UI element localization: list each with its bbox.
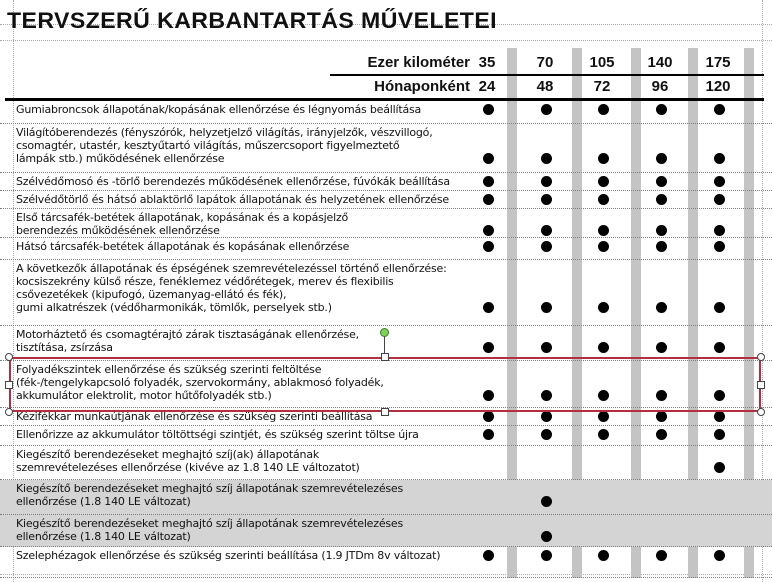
schedule-dot	[541, 550, 552, 561]
schedule-dot	[598, 342, 609, 353]
schedule-dot	[598, 429, 609, 440]
km-value: 35	[478, 54, 496, 71]
schedule-dot	[714, 225, 725, 236]
resize-handle-e[interactable]	[757, 381, 765, 389]
km-label: Ezer kilométer	[367, 54, 470, 71]
schedule-dot	[541, 225, 552, 236]
schedule-dot	[656, 411, 667, 422]
row-description-line: Kiegészítő berendezéseket meghajtó szíj állapotának szemrevételezéses	[16, 482, 404, 495]
schedule-dot	[598, 176, 609, 187]
table-row	[0, 260, 772, 326]
resize-handle-nw[interactable]	[5, 353, 13, 361]
table-row	[0, 173, 772, 191]
row-description-line: Kézifékkar munkaútjának ellenőrzése és szükség szerinti beállítása	[16, 410, 373, 423]
header-rule	[330, 74, 764, 76]
schedule-dot	[656, 241, 667, 252]
schedule-dot	[714, 429, 725, 440]
row-description-line: csomagtér, utastér, kesztyűtartó világítás, műszercsoport figyelmeztető	[16, 139, 400, 152]
schedule-dot	[541, 194, 552, 205]
schedule-dot	[656, 104, 667, 115]
schedule-dot	[541, 342, 552, 353]
row-description	[16, 240, 466, 253]
schedule-dot	[541, 176, 552, 187]
row-description	[16, 103, 466, 116]
row-description-line: Hátsó tárcsafék-betétek állapotának és kopásának ellenőrzése	[16, 240, 350, 253]
schedule-dot	[483, 241, 494, 252]
schedule-dot	[598, 153, 609, 164]
schedule-dot	[598, 550, 609, 561]
schedule-dot	[714, 176, 725, 187]
month-value: 120	[705, 78, 731, 95]
schedule-dot	[656, 225, 667, 236]
row-description-line: Kiegészítő berendezéseket meghajtó szíj(ak) állapotának	[16, 448, 320, 461]
row-description-line: csővezetékek (kipufogó, üzemanyag-ellátó és fék),	[16, 288, 287, 301]
row-description	[16, 175, 466, 188]
schedule-dot	[483, 176, 494, 187]
km-value: 70	[536, 54, 554, 71]
schedule-dot	[541, 429, 552, 440]
schedule-dot	[656, 429, 667, 440]
guide-line	[0, 40, 772, 41]
table-row	[0, 515, 772, 547]
schedule-dot	[714, 302, 725, 313]
row-description	[16, 193, 466, 206]
schedule-dot	[541, 153, 552, 164]
row-description	[16, 428, 466, 441]
month-value: 96	[651, 78, 669, 95]
month-value: 24	[478, 78, 496, 95]
table-row	[0, 480, 772, 515]
table-row	[0, 209, 772, 238]
row-description-line: ellenőrzése (1.8 140 LE változat)	[16, 530, 191, 543]
row-description-line: Szélvédőtörlő és hátsó ablaktörlő lapátok állapotának és helyzetének ellenőrzése	[16, 193, 449, 206]
row-description-line: akkumulátor elektrolit, motor hűtőfolyadék stb.)	[16, 389, 272, 402]
row-description	[16, 549, 466, 562]
month-label: Hónaponként	[374, 78, 470, 95]
row-description-line: Ellenőrizze az akkumulátor töltöttségi szintjét, és szükség szerint töltse újra	[16, 428, 419, 441]
resize-handle-n[interactable]	[381, 353, 389, 361]
resize-handle-w[interactable]	[5, 381, 13, 389]
schedule-dot	[598, 104, 609, 115]
schedule-dot	[483, 550, 494, 561]
schedule-dot	[714, 411, 725, 422]
table-row	[0, 446, 772, 480]
row-description-line: szemrevételezéses ellenőrzése (kivéve az 1.8 140 LE változatot)	[16, 461, 360, 474]
selection-box[interactable]	[9, 357, 761, 412]
row-description-line: Kiegészítő berendezéseket meghajtó szíj állapotának szemrevételezéses	[16, 517, 404, 530]
row-description-line: Gumiabroncsok állapotának/kopásának ellenőrzése és légnyomás beállítása	[16, 103, 422, 116]
table-row	[0, 238, 772, 260]
schedule-dot	[483, 153, 494, 164]
resize-handle-ne[interactable]	[757, 353, 765, 361]
row-description	[16, 211, 466, 237]
schedule-dot	[598, 225, 609, 236]
table-row	[0, 547, 772, 578]
schedule-dot	[541, 496, 552, 507]
row-description-line: Világítóberendezés (fényszórók, helyzetjelző világítás, irányjelzők, vészvillogó,	[16, 126, 433, 139]
row-description	[16, 517, 466, 543]
resize-handle-s[interactable]	[381, 408, 389, 416]
schedule-dot	[483, 104, 494, 115]
row-description	[16, 126, 466, 165]
table-row	[0, 426, 772, 446]
schedule-dot	[541, 104, 552, 115]
row-description-line: (fék-/tengelykapcsoló folyadék, szervokormány, ablakmosó folyadék,	[16, 376, 384, 389]
schedule-dot	[656, 176, 667, 187]
schedule-dot	[714, 241, 725, 252]
schedule-dot	[714, 342, 725, 353]
row-description-line: Motorháztető és csomagtérajtó zárak tisztaságának ellenőrzése,	[16, 328, 359, 341]
km-value: 105	[589, 54, 615, 71]
schedule-dot	[656, 302, 667, 313]
schedule-dot	[656, 550, 667, 561]
schedule-dot	[541, 302, 552, 313]
schedule-dot	[598, 302, 609, 313]
resize-handle-se[interactable]	[757, 408, 765, 416]
row-description	[16, 262, 466, 314]
km-value: 175	[705, 54, 731, 71]
rotate-handle[interactable]	[380, 328, 389, 337]
row-description-line: berendezés működésének ellenőrzése	[16, 224, 220, 237]
schedule-dot	[656, 194, 667, 205]
schedule-dot	[541, 531, 552, 542]
schedule-dot	[483, 302, 494, 313]
schedule-dot	[656, 153, 667, 164]
schedule-dot	[598, 411, 609, 422]
page-title: TERVSZERŰ KARBANTARTÁS MŰVELETEI	[7, 8, 498, 33]
row-description-line: gumi alkatrészek (védőharmonikák, tömlők, perselyek stb.)	[16, 301, 332, 314]
row-description-line: A következők állapotának és épségének szemrevételezéssel történő ellenőrzése:	[16, 262, 447, 275]
schedule-dot	[714, 550, 725, 561]
schedule-dot	[598, 194, 609, 205]
table-row	[0, 191, 772, 209]
row-description-line: tisztítása, zsírzása	[16, 341, 113, 354]
km-value: 140	[647, 54, 673, 71]
month-value: 48	[536, 78, 554, 95]
schedule-dot	[541, 411, 552, 422]
schedule-dot	[541, 241, 552, 252]
table-row	[0, 124, 772, 173]
month-value: 72	[593, 78, 611, 95]
row-description	[16, 448, 466, 474]
row-description-line: Első tárcsafék-betétek állapotának, kopásának és a kopásjelző	[16, 211, 349, 224]
schedule-dot	[714, 153, 725, 164]
row-description	[16, 328, 466, 354]
schedule-dot	[483, 411, 494, 422]
row-description-line: lámpák stb.) működésének ellenőrzése	[16, 152, 225, 165]
row-description-line: Szélvédőmosó és -törlő berendezés működésének ellenőrzése, fúvókák beállítása	[16, 175, 450, 188]
schedule-dot	[598, 241, 609, 252]
schedule-dot	[714, 194, 725, 205]
schedule-dot	[483, 225, 494, 236]
schedule-dot	[483, 194, 494, 205]
schedule-dot	[483, 429, 494, 440]
schedule-dot	[656, 342, 667, 353]
row-description-line: kocsiszekrény külső része, fenéklemez védőrétegek, merev és flexibilis	[16, 275, 394, 288]
table-row	[0, 101, 772, 124]
row-description-line: Szelephézagok ellenőrzése és szükség szerinti beállítása (1.9 JTDm 8v változat)	[16, 549, 441, 562]
row-description-line: ellenőrzése (1.8 140 LE változat)	[16, 495, 191, 508]
schedule-dot	[714, 462, 725, 473]
schedule-dot	[483, 342, 494, 353]
row-description	[16, 482, 466, 508]
resize-handle-sw[interactable]	[5, 408, 13, 416]
schedule-dot	[714, 104, 725, 115]
row-description-line: Folyadékszintek ellenőrzése és szükség szerinti feltöltése	[16, 363, 322, 376]
